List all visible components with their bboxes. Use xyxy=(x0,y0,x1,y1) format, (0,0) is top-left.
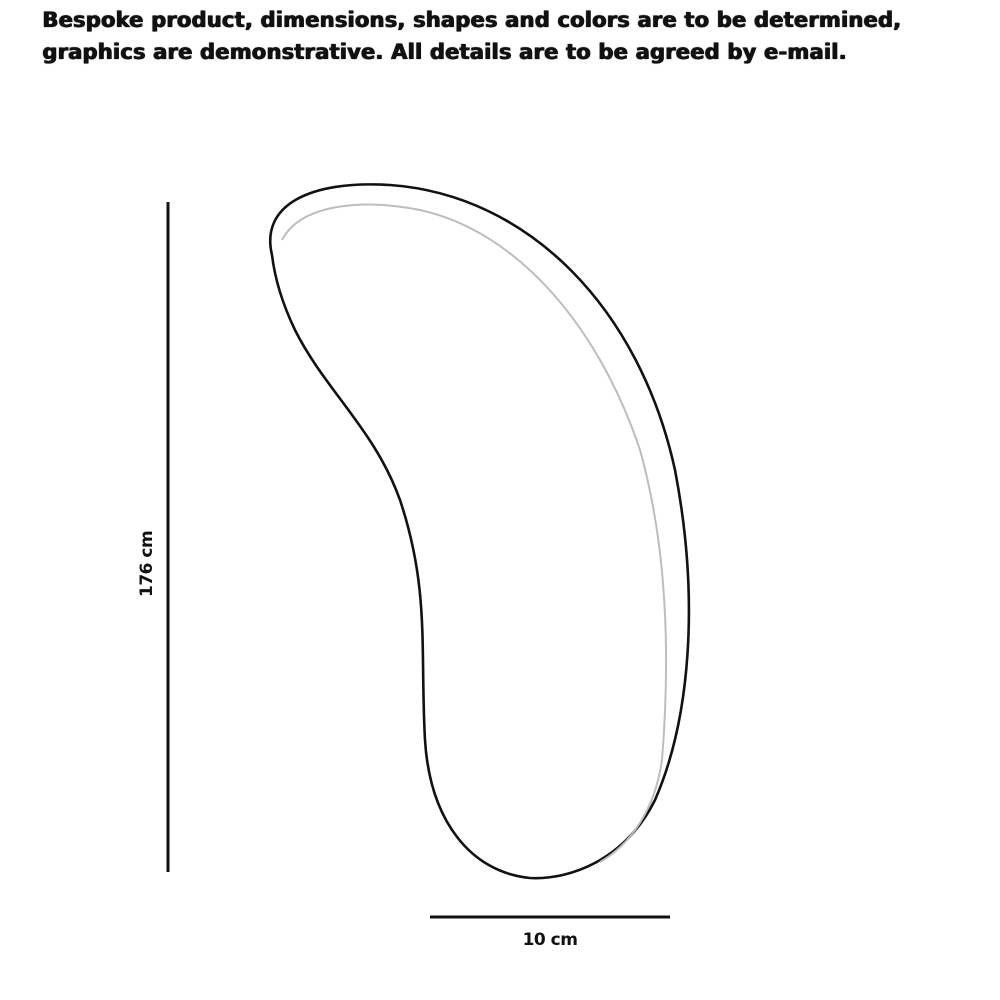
width-dimension-label: 10 cm xyxy=(522,930,578,950)
disclaimer-text: Bespoke product, dimensions, shapes and colors are to be determined, graphics are demonstrative. All details are to be agreed by e-mail. xyxy=(42,8,901,64)
height-dimension-label: 176 cm xyxy=(137,530,157,597)
panel-outline xyxy=(270,184,689,878)
